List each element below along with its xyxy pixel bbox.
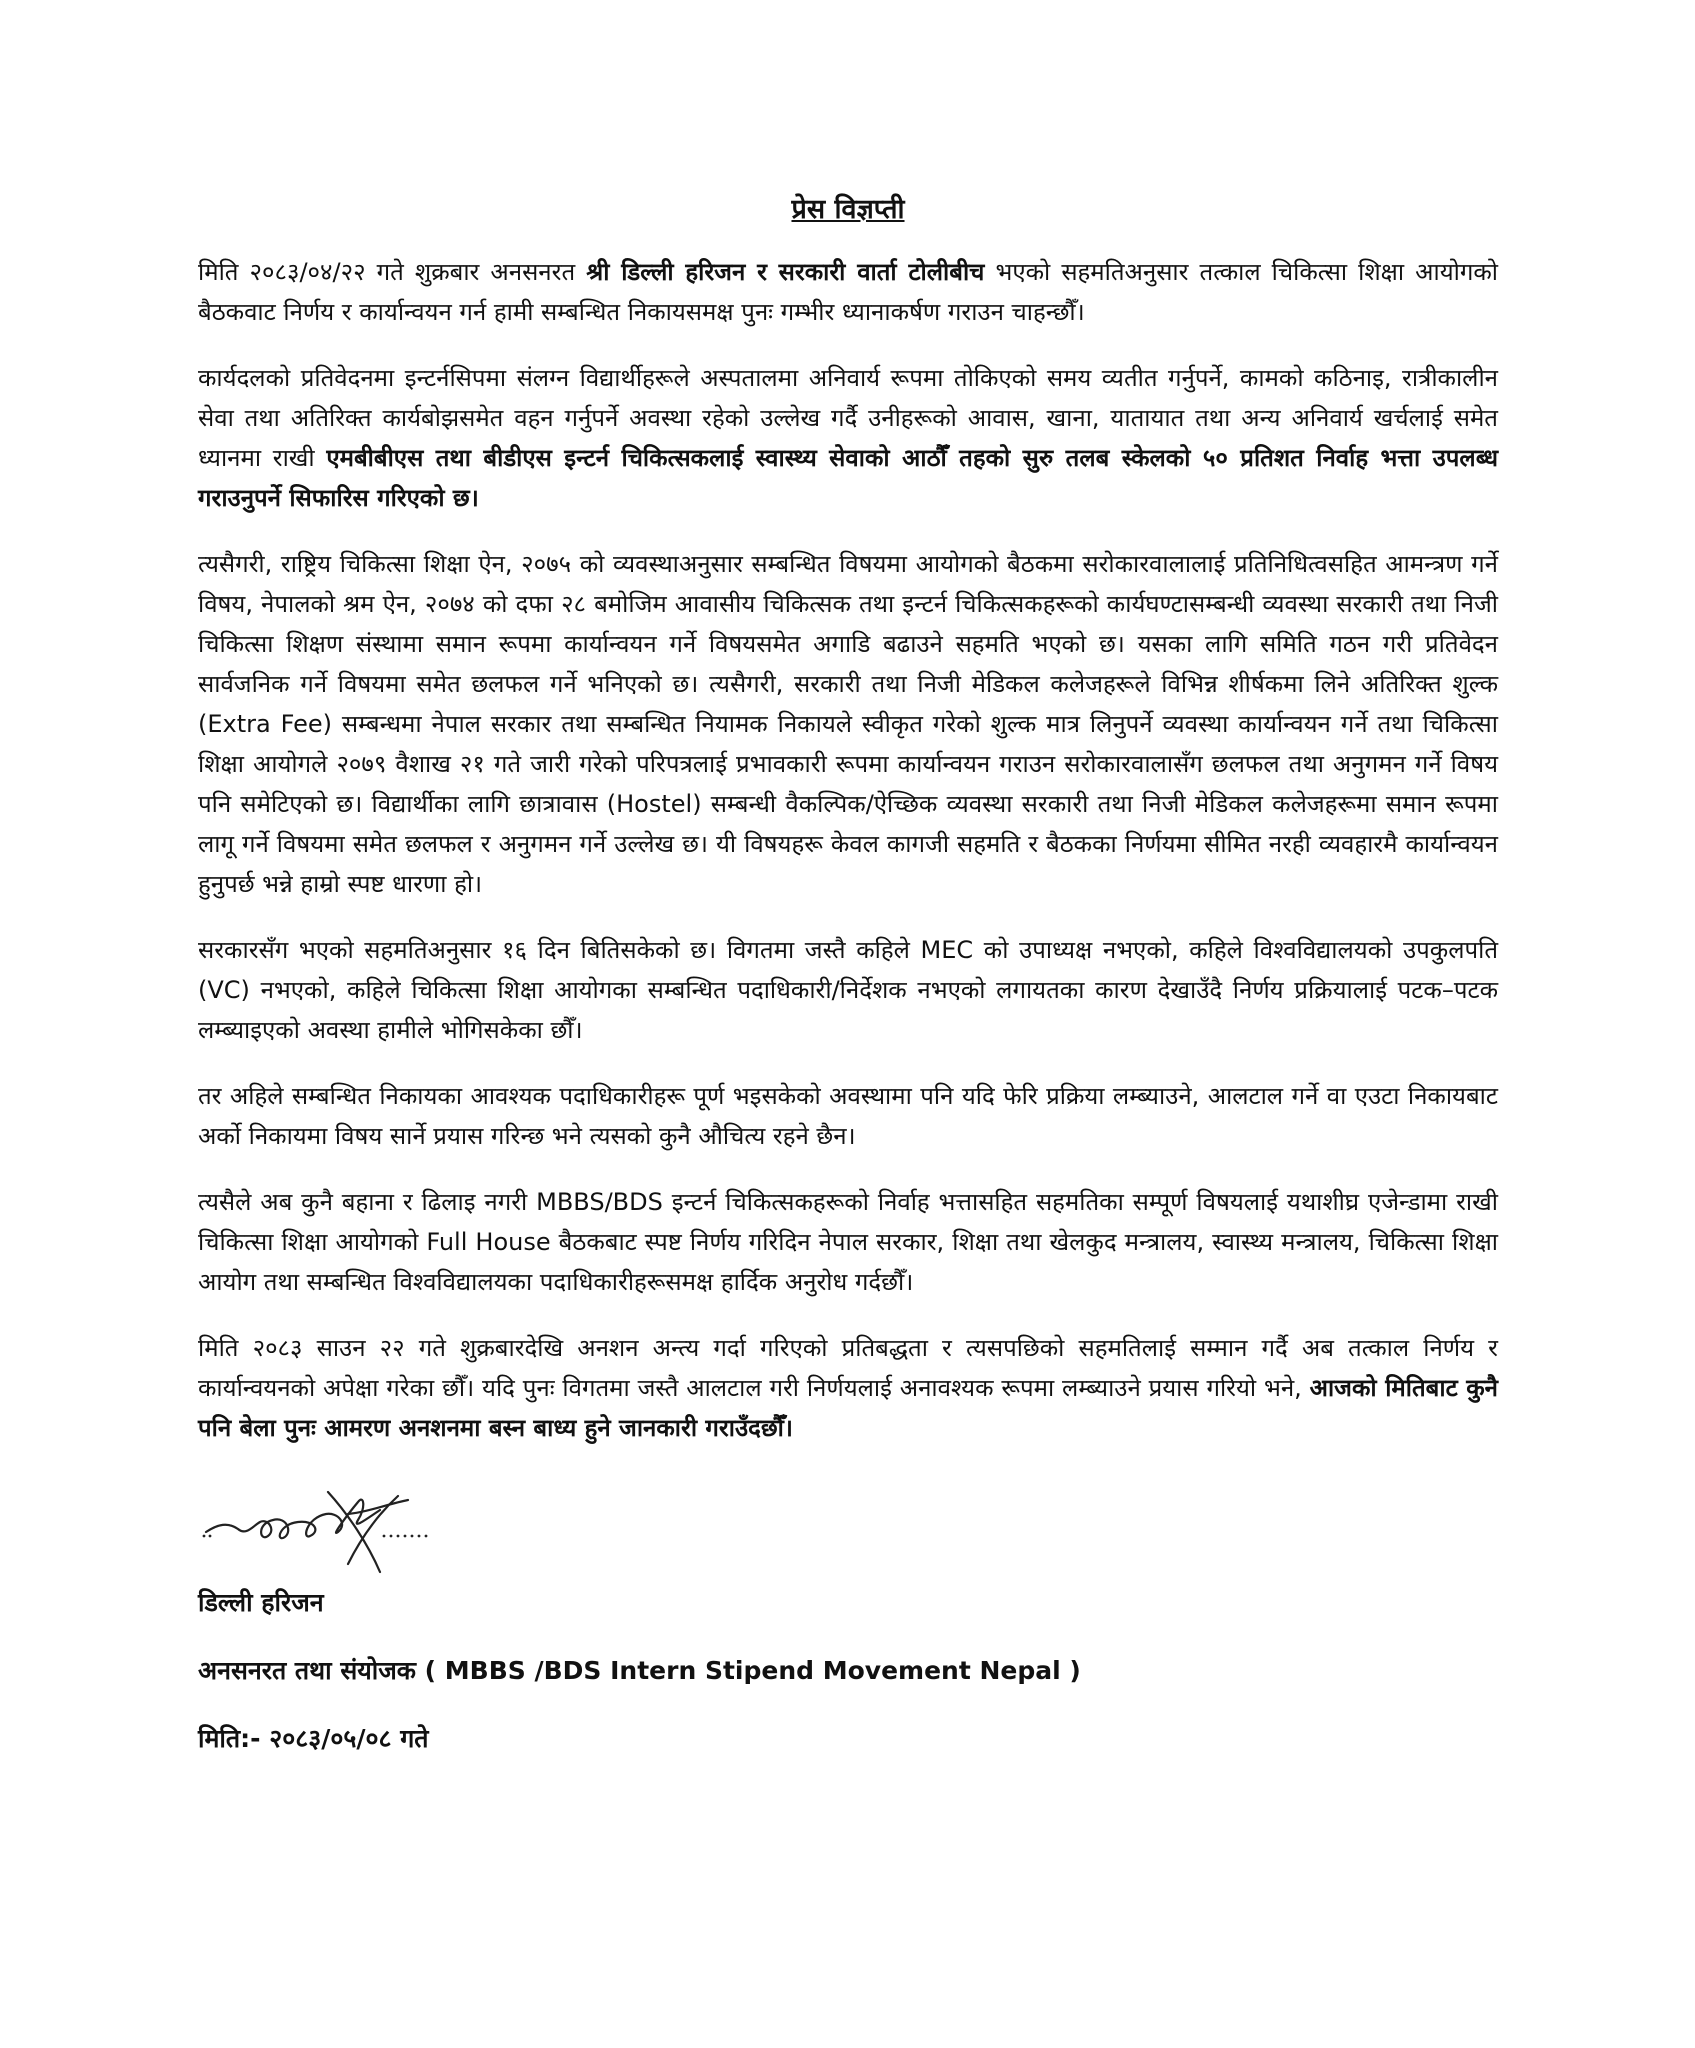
paragraph-2-text: कार्यदलको प्रतिवेदनमा इन्टर्नसिपमा संलग्न विद्यार्थीहरूले अस्पतालमा अनिवार्य रूपमा तोकिएको समय व्यतीत गर्नुपर्ने, कामको कठिनाइ, रात्रीकालीन सेवा तथा अतिरिक्त कार्यबोझसमेत वहन गर्नुपर्ने अवस्था रहेको उल्लेख गर्दै उनीहरूको आवास, खाना, यातायात तथा अन्य अनिवार्य खर्चलाई समेत ध्यानमा राखी bbox=[198, 364, 1498, 472]
release-date: मिति:- २०८३/०५/०८ गते bbox=[198, 1724, 429, 1753]
paragraph-6: त्यसैले अब कुनै बहाना र ढिलाइ नगरी MBBS/BDS इन्टर्न चिकित्सकहरूको निर्वाह भत्तासहित सहमतिका सम्पूर्ण विषयलाई यथाशीघ्र एजेन्डामा राखी चिकित्सा शिक्षा आयोगको Full House बैठकबाट स्पष्ट निर्णय गरिदिन नेपाल सरकार, शिक्षा तथा खेलकुद मन्त्रालय, स्वास्थ्य मन्त्रालय, चिकित्सा शिक्षा आयोग तथा सम्बन्धित विश्वविद्यालयका पदाधिकारीहरूसमक्ष हार्दिक अनुरोध गर्दछौँ। bbox=[198, 1188, 1498, 1296]
paragraph-1-text-a: मिति २०८३/०४/२२ गते शुक्रबार अनसनरत bbox=[198, 258, 587, 286]
press-release-body bbox=[198, 190, 1498, 1758]
signatory-role: अनसनरत तथा संयोजक ( MBBS /BDS Intern Stipend Movement Nepal ) bbox=[198, 1656, 1081, 1685]
paragraph-7-bold: आजको मितिबाट कुनै पनि बेला पुनः आमरण अनशनमा बस्न बाध्य हुने जानकारी गराउँदछौँ। bbox=[198, 1374, 1498, 1442]
paragraph-7-text: मिति २०८३ साउन २२ गते शुक्रबारदेखि अनशन अन्त्य गर्दा गरिएको प्रतिबद्धता र त्यसपछिको सहमतिलाई सम्मान गर्दै अब तत्काल निर्णय र कार्यान्वयनको अपेक्षा गरेका छौँ। यदि पुनः विगतमा जस्तै आलटाल गरी निर्णयलाई अनावश्यक रूपमा लम्ब्याउने प्रयास गरियो भने, bbox=[198, 1334, 1498, 1402]
paragraph-4: सरकारसँग भएको सहमतिअनुसार १६ दिन बितिसकेको छ। विगतमा जस्तै कहिले MEC को उपाध्यक्ष नभएको, कहिले विश्वविद्यालयको उपकुलपति (VC) नभएको, कहिले चिकित्सा शिक्षा आयोगका सम्बन्धित पदाधिकारी/निर्देशक नभएको लगायतका कारण देखाउँदै निर्णय प्रक्रियालाई पटक–पटक लम्ब्याइएको अवस्था हामीले भोगिसकेका छौँ। bbox=[198, 936, 1498, 1044]
paragraph-7 bbox=[198, 1328, 1498, 1448]
paragraph-1 bbox=[198, 252, 1498, 332]
paragraph-2 bbox=[198, 358, 1498, 518]
signatory-name: डिल्ली हरिजन bbox=[198, 1588, 324, 1617]
paragraph-3: त्यसैगरी, राष्ट्रिय चिकित्सा शिक्षा ऐन, २०७५ को व्यवस्थाअनुसार सम्बन्धित विषयमा आयोगको बैठकमा सरोकारवालालाई प्रतिनिधित्वसहित आमन्त्रण गर्ने विषय, नेपालको श्रम ऐन, २०७४ को दफा २८ बमोजिम आवासीय चिकित्सक तथा इन्टर्न चिकित्सकहरूको कार्यघण्टासम्बन्धी व्यवस्था सरकारी तथा निजी चिकित्सा शिक्षण संस्थामा समान रूपमा कार्यान्वयन गर्ने विषयसमेत अगाडि बढाउने सहमति भएको छ। यसका लागि समिति गठन गरी प्रतिवेदन सार्वजनिक गर्ने विषयमा समेत छलफल गर्ने भनिएको छ। त्यसैगरी, सरकारी तथा निजी मेडिकल कलेजहरूले विभिन्न शीर्षकमा लिने अतिरिक्त शुल्क (Extra Fee) सम्बन्धमा नेपाल सरकार तथा सम्बन्धित नियामक निकायले स्वीकृत गरेको शुल्क मात्र लिनुपर्ने व्यवस्था कार्यान्वयन गर्ने तथा चिकित्सा शिक्षा आयोगले २०७९ वैशाख २१ गते जारी गरेको परिपत्रलाई प्रभावकारी रूपमा कार्यान्वयन गराउन सरोकारवालासँग छलफल तथा अनुगमन गर्ने विषय पनि समेटिएको छ। विद्यार्थीका लागि छात्रावास (Hostel) सम्बन्धी वैकल्पिक/ऐच्छिक व्यवस्था सरकारी तथा निजी मेडिकल कलेजहरूमा समान रूपमा लागू गर्ने विषयमा समेत छलफल र अनुगमन गर्ने उल्लेख छ। यी विषयहरू केवल कागजी सहमति र बैठकका निर्णयमा सीमित नरही व्यवहारमै कार्यान्वयन हुनुपर्छ भन्ने हाम्रो स्पष्ट धारणा हो। bbox=[198, 550, 1498, 898]
handwritten-signature bbox=[198, 1474, 458, 1584]
page-title: प्रेस विज्ञप्ती bbox=[791, 194, 905, 225]
paragraph-2-bold: एमबीबीएस तथा बीडीएस इन्टर्न चिकित्सकलाई स्वास्थ्य सेवाको आठौँ तहको सुरु तलब स्केलको ५० प्रतिशत निर्वाह भत्ता उपलब्ध गराउनुपर्ने सिफारिस गरिएको छ। bbox=[198, 444, 1498, 512]
paragraph-1-text-b: भएको सहमतिअनुसार तत्काल चिकित्सा शिक्षा आयोगको बैठकवाट निर्णय र कार्यान्वयन गर्न हामी सम्बन्धित निकायसमक्ष पुनः गम्भीर ध्यानाकर्षण गराउन चाहन्छौँ। bbox=[198, 258, 1499, 326]
paragraph-5: तर अहिले सम्बन्धित निकायका आवश्यक पदाधिकारीहरू पूर्ण भइसकेको अवस्थामा पनि यदि फेरि प्रक्रिया लम्ब्याउने, आलटाल गर्ने वा एउटा निकायबाट अर्को निकायमा विषय सार्ने प्रयास गरिन्छ भने त्यसको कुनै औचित्य रहने छैन। bbox=[198, 1082, 1498, 1150]
paragraph-1-bold: श्री डिल्ली हरिजन र सरकारी वार्ता टोलीबीच bbox=[586, 258, 985, 286]
